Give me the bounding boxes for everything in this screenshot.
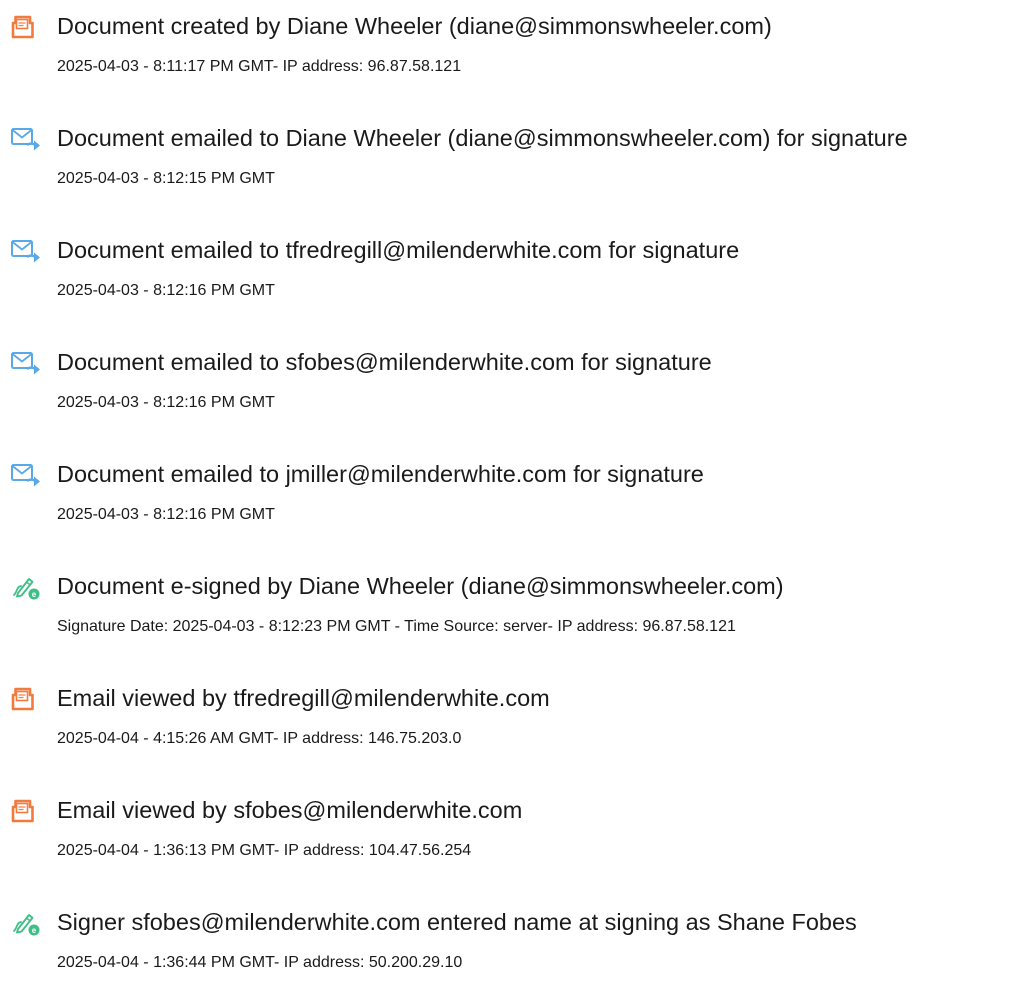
event-title: Document created by Diane Wheeler (diane@simmonswheeler.com) — [57, 13, 772, 39]
event-detail: 2025-04-03 - 8:12:16 PM GMT — [57, 506, 275, 523]
audit-event — [0, 122, 1023, 212]
audit-event — [0, 794, 1023, 884]
audit-event — [0, 10, 1023, 100]
event-title: Signer sfobes@milenderwhite.com entered name at signing as Shane Fobes — [57, 909, 857, 935]
event-detail: 2025-04-04 - 4:15:26 AM GMT- IP address: 146.75.203.0 — [57, 730, 462, 747]
event-title: Document emailed to tfredregill@milenderwhite.com for signature — [57, 237, 740, 263]
audit-event — [0, 458, 1023, 548]
event-detail: 2025-04-04 - 1:36:44 PM GMT- IP address: 50.200.29.10 — [57, 954, 463, 971]
audit-event — [0, 906, 1023, 996]
audit-event — [0, 346, 1023, 436]
svg-text:e: e — [31, 926, 37, 935]
email-sent-icon — [10, 238, 42, 264]
audit-event — [0, 682, 1023, 772]
event-title: Document emailed to Diane Wheeler (diane@simmonswheeler.com) for signature — [57, 125, 908, 151]
event-detail: 2025-04-03 - 8:11:17 PM GMT- IP address: 96.87.58.121 — [57, 58, 462, 75]
document-icon — [10, 686, 42, 712]
audit-event — [0, 570, 1023, 660]
svg-text:e: e — [31, 590, 37, 599]
event-detail: 2025-04-03 - 8:12:15 PM GMT — [57, 170, 275, 187]
event-title: Document emailed to jmiller@milenderwhite.com for signature — [57, 461, 704, 487]
document-icon — [10, 14, 42, 40]
esign-pen-icon — [10, 910, 42, 936]
event-detail: 2025-04-04 - 1:36:13 PM GMT- IP address: 104.47.56.254 — [57, 842, 472, 859]
event-detail: Signature Date: 2025-04-03 - 8:12:23 PM GMT - Time Source: server- IP address: 96.87.58.121 — [57, 618, 736, 635]
esign-pen-icon — [10, 574, 42, 600]
document-icon — [10, 798, 42, 824]
event-detail: 2025-04-03 - 8:12:16 PM GMT — [57, 394, 275, 411]
email-sent-icon — [10, 350, 42, 376]
event-title: Document e-signed by Diane Wheeler (diane@simmonswheeler.com) — [57, 573, 784, 599]
event-title: Email viewed by sfobes@milenderwhite.com — [57, 797, 523, 823]
audit-event — [0, 234, 1023, 324]
email-sent-icon — [10, 126, 42, 152]
email-sent-icon — [10, 462, 42, 488]
event-detail: 2025-04-03 - 8:12:16 PM GMT — [57, 282, 275, 299]
event-title: Email viewed by tfredregill@milenderwhite.com — [57, 685, 550, 711]
event-title: Document emailed to sfobes@milenderwhite.com for signature — [57, 349, 712, 375]
